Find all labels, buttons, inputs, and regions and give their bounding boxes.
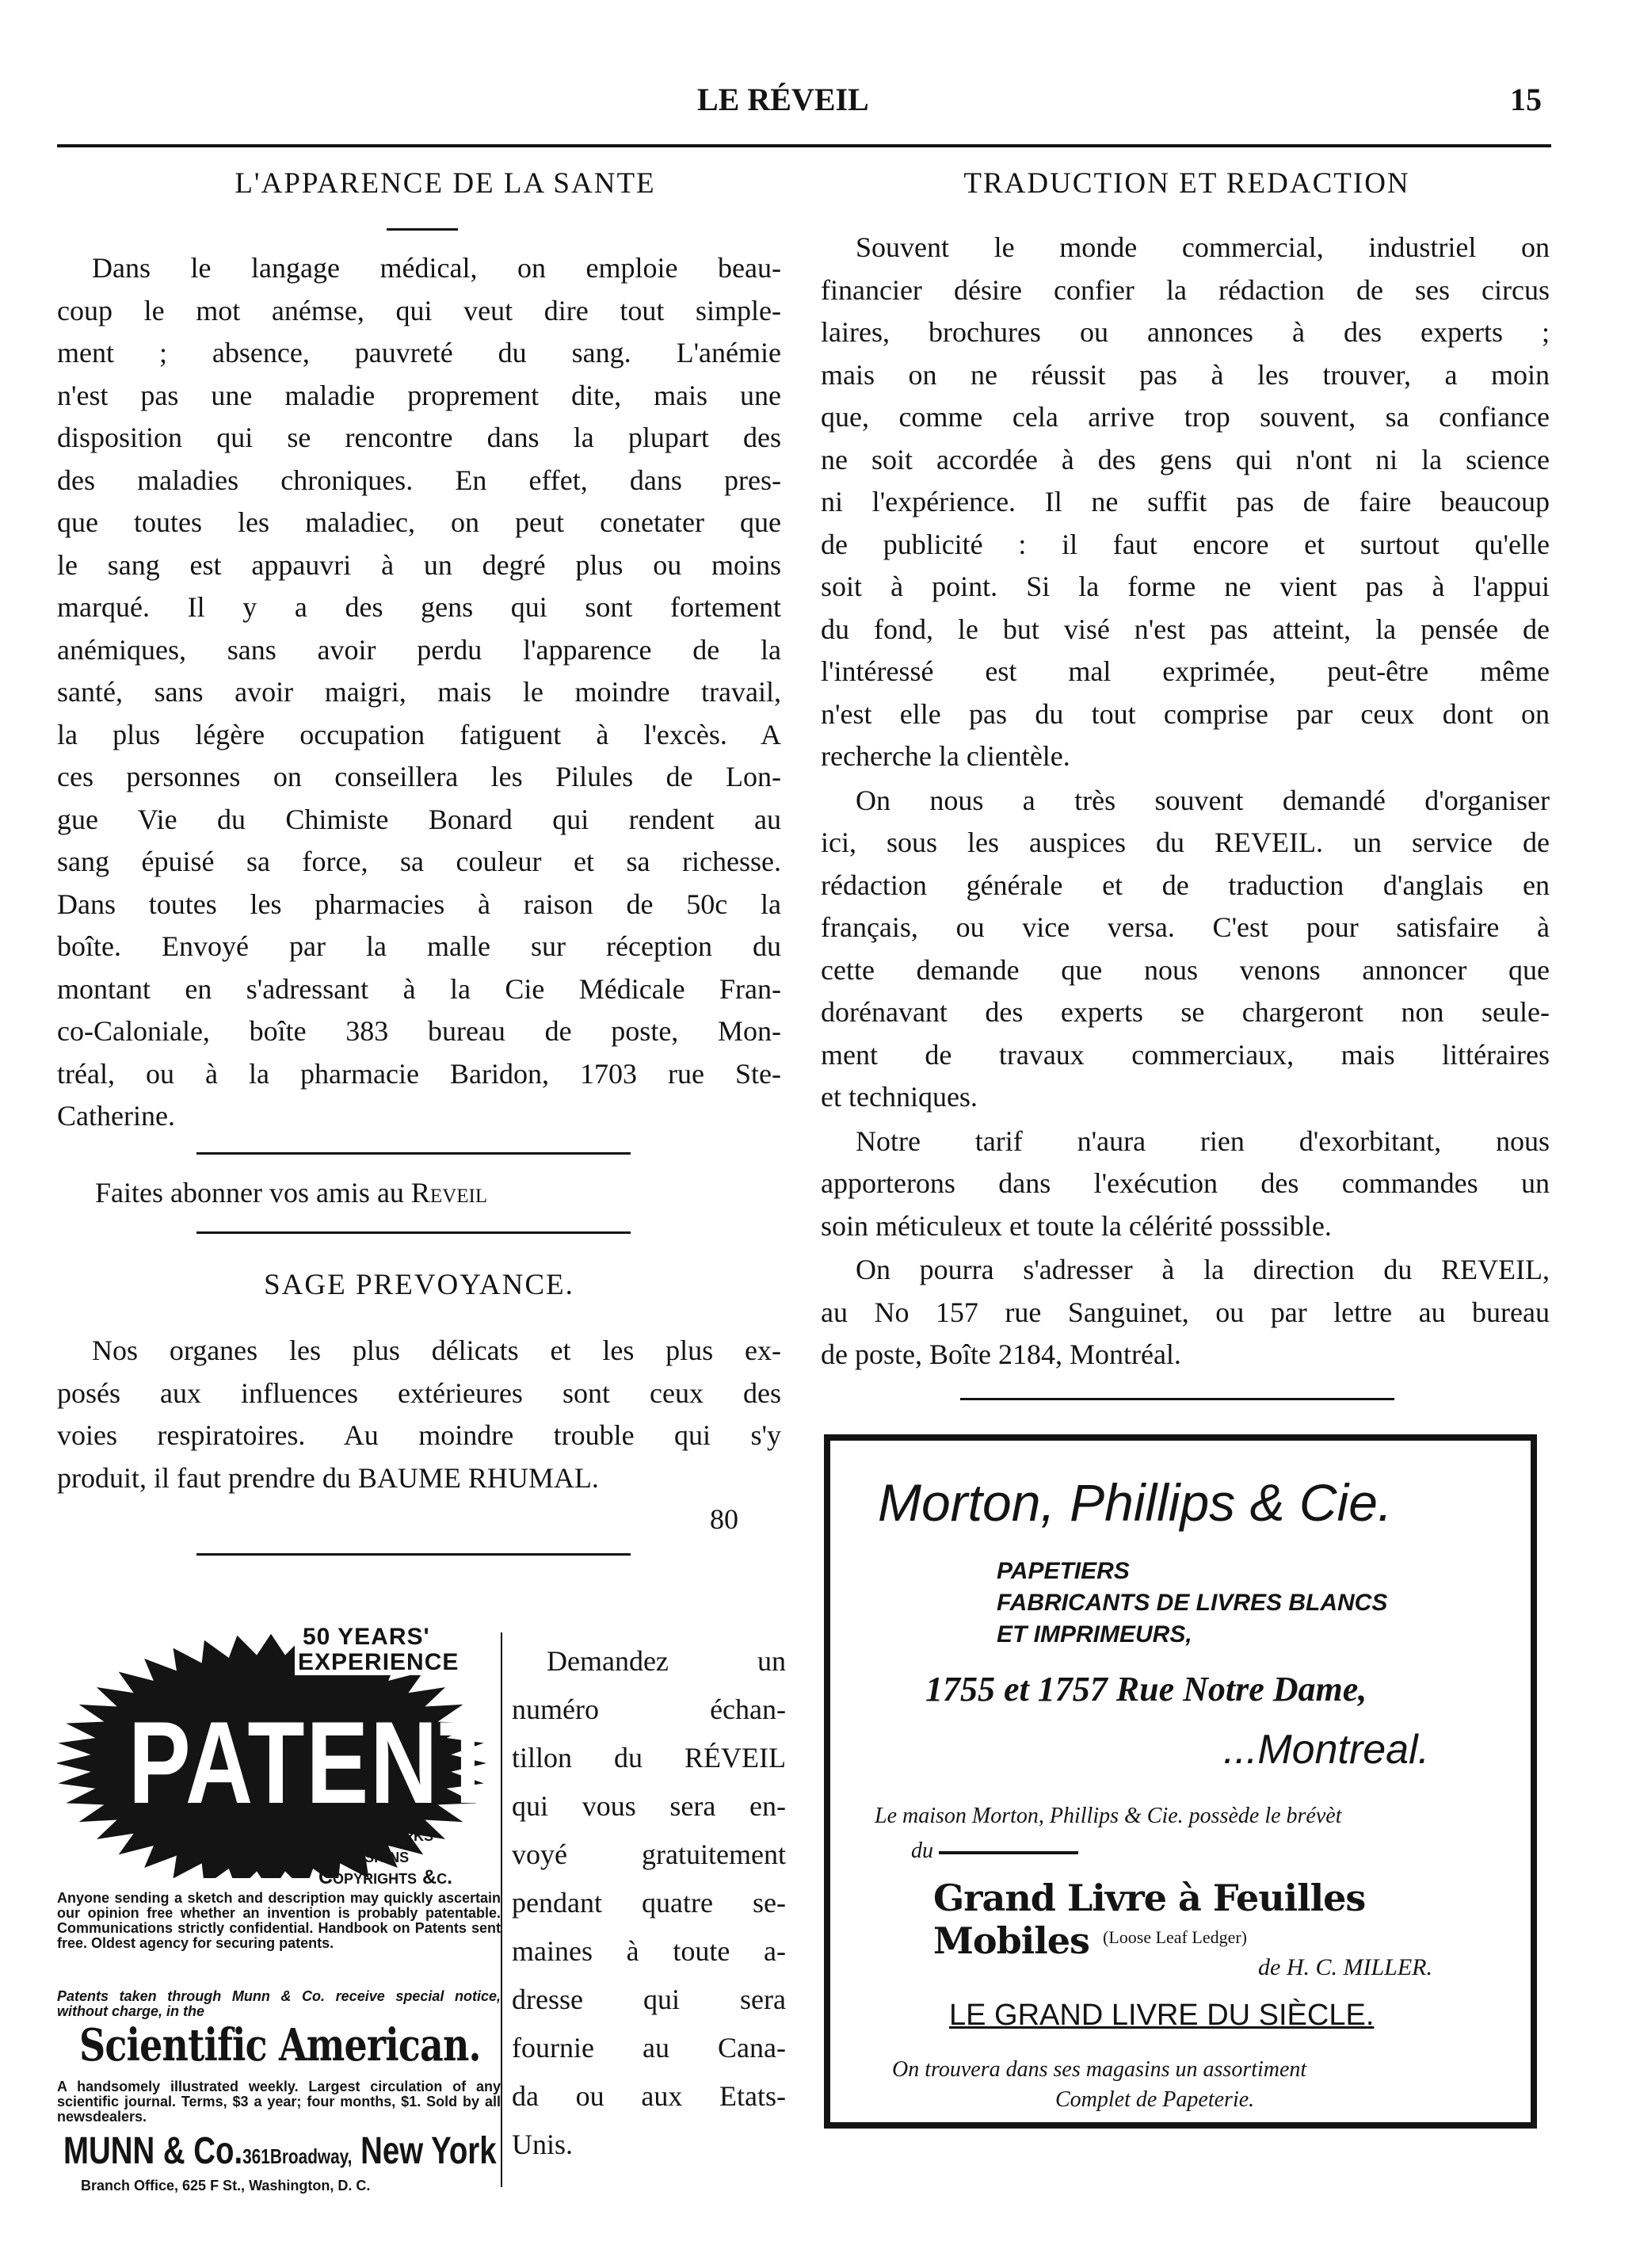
- text-line: ment ; absence, pauvreté du sang. L'anémie: [57, 337, 781, 368]
- text-line: dresse qui sera: [512, 1984, 786, 2015]
- text-line: n'est elle pas du tout comprise par ceux dont on: [821, 697, 1550, 730]
- text-line: maines à toute a-: [512, 1935, 786, 1967]
- text-line: de publicité : il faut encore et surtout qu'elle: [821, 528, 1550, 560]
- text-line: Souvent le monde commercial, industriel on: [856, 231, 1550, 263]
- title-dash: [387, 228, 458, 231]
- text-line: voies respiratoires. Au moindre trouble qui s'y: [57, 1419, 781, 1451]
- morton-loose-leaf: (Loose Leaf Ledger): [1103, 1927, 1248, 1947]
- text-line: apporterons dans l'exécution des commandes un: [821, 1167, 1550, 1199]
- text-line: disposition qui se rencontre dans la plupart des: [57, 422, 781, 453]
- text-line: da ou aux Etats-: [512, 2080, 786, 2112]
- column-divider: [501, 1632, 502, 2187]
- morton-product: Grand Livre à Feuilles Mobiles: [933, 1877, 1366, 1962]
- text-line: que toutes les maladiec, on peut conetater que: [57, 506, 781, 538]
- munn-address: 361Broadway,: [242, 2144, 353, 2168]
- text-line: Nos organes les plus délicats et les plus ex-: [92, 1334, 781, 1366]
- sage-article: [57, 1330, 781, 1499]
- experience-label: EXPERIENCE: [298, 1649, 460, 1675]
- patents-body-3: A handsomely illustrated weekly. Largest circulation of any scientific journal. Terms, $3 a year; four months, $1. Sold by all newsdealers.: [57, 2079, 501, 2125]
- text-line: fournie au Cana-: [512, 2032, 786, 2064]
- morton-siecle: LE GRAND LIVRE DU SIÈCLE.: [949, 1999, 1375, 2032]
- demandez-notice: [512, 1637, 786, 2169]
- text-line: recherche la clientèle.: [821, 740, 1070, 772]
- sante-article: [57, 247, 781, 1138]
- text-line: Demandez un: [547, 1645, 786, 1677]
- abonner-line: [95, 1176, 487, 1209]
- text-line: français, ou vice versa. C'est pour satisfaire à: [821, 911, 1550, 943]
- text-line: financier désire confier la rédaction de ses circus: [821, 273, 1550, 306]
- text-line: qui vous sera en-: [512, 1790, 786, 1822]
- text-line: On nous a très souvent demandé d'organiser: [856, 784, 1550, 816]
- morton-name: Morton, Phillips & Cie.: [878, 1473, 1393, 1532]
- morton-inventor: de H. C. MILLER.: [1258, 1954, 1432, 1980]
- running-head: LE RÉVEIL: [697, 82, 869, 117]
- text-line: tillon du RÉVEIL: [512, 1742, 786, 1774]
- text-line: voyé gratuitement: [512, 1838, 786, 1870]
- page-number: 15: [1510, 82, 1542, 117]
- text-line: Notre tarif n'aura rien d'exorbitant, nous: [856, 1124, 1550, 1157]
- morton-line-3: ET IMPRIMEURS,: [997, 1621, 1192, 1648]
- text-line: n'est pas une maladie proprement dite, mais une: [57, 379, 781, 411]
- text-line: co-Caloniale, boîte 383 bureau de poste, Mon-: [57, 1015, 781, 1047]
- text-line: l'intéressé est mal exprimée, peut-être même: [821, 655, 1550, 687]
- text-line: le sang est appauvri à un degré plus ou moins: [57, 548, 781, 581]
- morton-city: ...Montreal.: [1223, 1727, 1430, 1773]
- traduction-paragraph-1: [821, 227, 1550, 778]
- text-line: Catherine.: [57, 1100, 175, 1132]
- text-line: des maladies chroniques. En effet, dans pres-: [57, 464, 781, 496]
- text-line: produit, il faut prendre du BAUME RHUMAL.: [57, 1461, 599, 1494]
- morton-du-flourish: [939, 1851, 1078, 1854]
- text-line: boîte. Envoyé par la malle sur réception du: [57, 930, 781, 962]
- trade-marks-list: [318, 1824, 452, 1888]
- text-line: On pourra s'adresser à la direction du REVEIL,: [856, 1254, 1550, 1285]
- traduction-paragraph-3: [821, 1121, 1550, 1248]
- munn-city: New York: [360, 2130, 497, 2172]
- munn-name: MUNN & Co.: [63, 2130, 243, 2172]
- sage-title: SAGE PREVOYANCE.: [264, 1269, 574, 1301]
- text-line: rédaction générale et de traduction d'anglais en: [821, 869, 1550, 901]
- patents-body-2: Patents taken through Munn & Co. receive special notice, without charge, in the: [57, 1988, 501, 2019]
- traduction-article: [821, 227, 1550, 1376]
- text-line: numéro échan-: [512, 1693, 786, 1725]
- munn-line: [63, 2129, 497, 2173]
- text-line: du fond, le but visé n'est pas atteint, la pensée de: [821, 613, 1550, 645]
- text-line: tréal, ou à la pharmacie Baridon, 1703 rue Ste-: [57, 1057, 781, 1090]
- traduction-paragraph-4: [821, 1249, 1550, 1376]
- tm-designs: Designs: [341, 1845, 410, 1867]
- separator-rule: [960, 1398, 1394, 1400]
- text-line: gue Vie du Chimiste Bonard qui rendent au: [57, 803, 781, 835]
- patents-word: PATENTS: [128, 1697, 562, 1829]
- morton-line-2: FABRICANTS DE LIVRES BLANCS: [997, 1590, 1388, 1616]
- text-line: ces personnes on conseillera les Pilules de Lon-: [57, 761, 781, 792]
- text-line: et techniques.: [821, 1081, 978, 1113]
- text-line: marqué. Il y a des gens qui sont fortement: [57, 591, 781, 623]
- sante-body: [57, 247, 781, 1138]
- separator-rule: [196, 1152, 631, 1155]
- text-line: dorénavant des experts se chargeront non seule-: [821, 996, 1550, 1028]
- text-line: de poste, Boîte 2184, Montréal.: [821, 1338, 1181, 1370]
- text-line: anémiques, sans avoir perdu l'apparence de la: [57, 633, 781, 666]
- text-line: ni l'expérience. Il ne suffit pas de faire beaucoup: [821, 486, 1550, 517]
- morton-brevet: Le maison Morton, Phillips & Cie. possède le brévèt: [875, 1804, 1342, 1828]
- demandez-body: [512, 1637, 786, 2169]
- abonner-brand: Reveil: [410, 1177, 488, 1208]
- text-line: que, comme cela arrive trop souvent, sa confiance: [821, 401, 1550, 433]
- tm-copyrights: Copyrights &c.: [318, 1866, 453, 1888]
- text-line: mais on ne réussit pas à les trouver, a moin: [821, 358, 1550, 391]
- separator-rule: [196, 1553, 631, 1556]
- morton-address: 1755 et 1757 Rue Notre Dame,: [925, 1670, 1367, 1709]
- separator-rule: [196, 1231, 631, 1234]
- text-line: pendant quatre se-: [512, 1887, 786, 1919]
- text-line: la plus légère occupation fatiguent à l'excès. A: [57, 718, 781, 750]
- text-line: Unis.: [512, 2129, 574, 2160]
- morton-footer-1: On trouvera dans ses magasins un assortiment: [892, 2057, 1307, 2082]
- sage-body: [57, 1330, 781, 1499]
- scientific-american: Scientific American.: [79, 2019, 481, 2071]
- text-line: Dans toutes les pharmacies à raison de 50c la: [57, 888, 781, 920]
- text-line: santé, sans avoir maigri, mais le moindre travail,: [57, 676, 781, 708]
- text-line: coup le mot anémse, qui veut dire tout simple-: [57, 294, 781, 326]
- text-line: ment de travaux commerciaux, mais littéraires: [821, 1038, 1550, 1071]
- morton-footer-2: Complet de Papeterie.: [1055, 2087, 1255, 2112]
- morton-du-word: du: [911, 1838, 933, 1863]
- text-line: soin méticuleux et toute la célérité posssible.: [821, 1209, 1332, 1242]
- years-label: 50 YEARS': [303, 1624, 430, 1650]
- abonner-text: Faites abonner vos amis au: [95, 1177, 404, 1208]
- morton-advertisement: [824, 1434, 1537, 2129]
- text-line: au No 157 rue Sanguinet, ou par lettre au bureau: [821, 1296, 1550, 1328]
- text-line: sang épuisé sa force, sa couleur et sa richesse.: [57, 846, 781, 877]
- traduction-title: TRADUCTION ET REDACTION: [963, 167, 1410, 200]
- sage-number: 80: [710, 1503, 738, 1535]
- morton-line-1: PAPETIERS: [997, 1558, 1130, 1584]
- text-line: ne soit accordée à des gens qui n'ont ni la science: [821, 443, 1550, 475]
- text-line: cette demande que nous venons annoncer que: [821, 953, 1550, 986]
- patents-body: Anyone sending a sketch and description may quickly ascertain our opinion free whether an invention is probably patentable. Communications strictly confidential. Handbook on Patents sent free. Oldest agency for securing patents.: [57, 1890, 501, 1951]
- text-line: laires, brochures ou annonces à des experts ;: [821, 316, 1550, 348]
- tm-trade-marks: Trade Marks: [318, 1823, 434, 1846]
- header-rule: [57, 144, 1551, 147]
- traduction-paragraph-2: [821, 780, 1550, 1119]
- text-line: montant en s'adressant à la Cie Médicale Fran-: [57, 972, 781, 1005]
- text-line: soit à point. Si la forme ne vient pas à l'appui: [821, 571, 1550, 602]
- text-line: Dans le langage médical, on emploie beau-: [92, 252, 781, 284]
- morton-du: [911, 1838, 1078, 1864]
- text-line: posés aux influences extérieures sont ceux des: [57, 1376, 781, 1409]
- text-line: ici, sous les auspices du REVEIL. un service de: [821, 827, 1550, 858]
- sante-title: L'APPARENCE DE LA SANTE: [235, 167, 656, 200]
- branch-office: Branch Office, 625 F St., Washington, D. C.: [81, 2178, 371, 2194]
